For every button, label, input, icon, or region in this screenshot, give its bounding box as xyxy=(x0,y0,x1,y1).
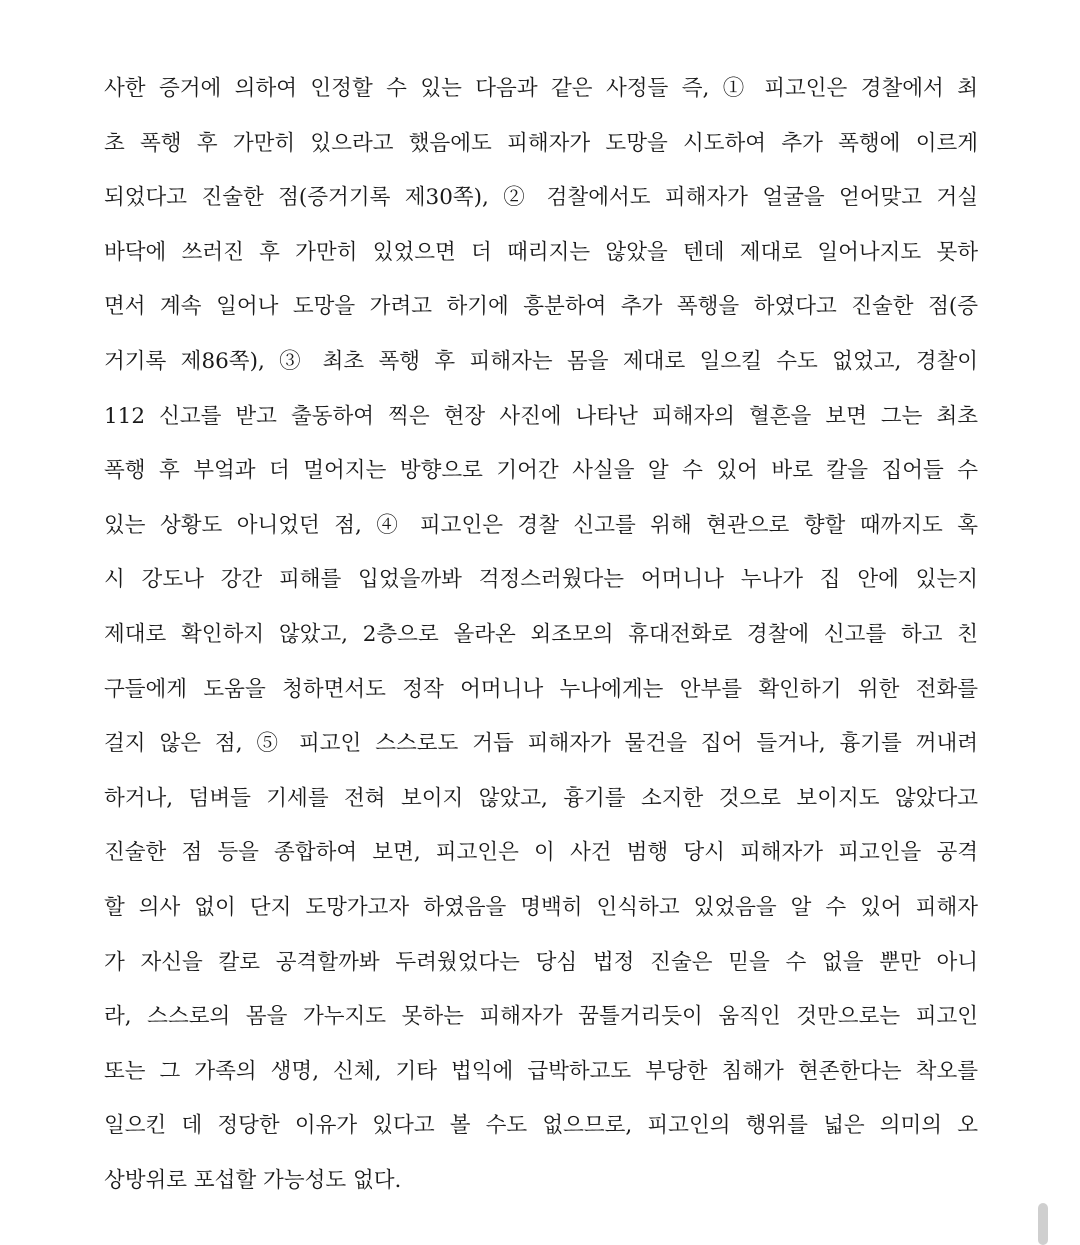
text-line: 또는 그 가족의 생명, 신체, 기타 법익에 급박하고도 부당한 침해가 현존한다는 착오를 xyxy=(104,1058,978,1084)
text-line: 면서 계속 일어나 도망을 가려고 하기에 흥분하여 추가 폭행을 하였다고 진술한 점(증 xyxy=(104,294,978,320)
text-line: 거기록 제86쪽), ③ 최초 폭행 후 피해자는 몸을 제대로 일으킬 수도 없었고, 경찰이 xyxy=(104,348,978,374)
scrollbar-track xyxy=(1040,0,1080,1245)
text-line: 시 강도나 강간 피해를 입었을까봐 걱정스러웠다는 어머니나 누나가 집 안에 있는지 xyxy=(104,567,978,593)
text-line: 폭행 후 부엌과 더 멀어지는 방향으로 기어간 사실을 알 수 있어 바로 칼을 집어들 수 xyxy=(104,458,978,484)
text-line: 걸지 않은 점, ⑤ 피고인 스스로도 거듭 피해자가 물건을 집어 들거나, 흉기를 꺼내려 xyxy=(104,731,978,757)
text-line: 있는 상황도 아니었던 점, ④ 피고인은 경찰 신고를 위해 현관으로 향할 때까지도 혹 xyxy=(104,512,978,538)
text-line: 하거나, 덤벼들 기세를 전혀 보이지 않았고, 흉기를 소지한 것으로 보이지도 않았다고 xyxy=(104,785,978,811)
text-line: 제대로 확인하지 않았고, 2층으로 올라온 외조모의 휴대전화로 경찰에 신고를 하고 친 xyxy=(104,621,978,647)
text-line: 사한 증거에 의하여 인정할 수 있는 다음과 같은 사정들 즉, ① 피고인은 경찰에서 최 xyxy=(104,76,978,101)
text-line: 구들에게 도움을 청하면서도 정작 어머니나 누나에게는 안부를 확인하기 위한 전화를 xyxy=(104,676,978,702)
text-line: 일으킨 데 정당한 이유가 있다고 볼 수도 없으므로, 피고인의 행위를 넓은 의미의 오 xyxy=(104,1113,978,1139)
text-line-last: 상방위로 포섭할 가능성도 없다. xyxy=(104,1167,402,1193)
text-line: 할 의사 없이 단지 도망가고자 하였음을 명백히 인식하고 있었음을 알 수 있어 피해자 xyxy=(104,894,978,920)
text-line: 진술한 점 등을 종합하여 보면, 피고인은 이 사건 범행 당시 피해자가 피고인을 공격 xyxy=(104,840,978,866)
text-line: 바닥에 쓰러진 후 가만히 있었으면 더 때리지는 않았을 텐데 제대로 일어나지도 못하 xyxy=(104,239,978,265)
document-body xyxy=(104,62,978,1208)
scrollbar-thumb[interactable] xyxy=(1038,1203,1048,1245)
text-line: 초 폭행 후 가만히 있으라고 했음에도 피해자가 도망을 시도하여 추가 폭행에 이르게 xyxy=(104,130,978,156)
text-line: 라, 스스로의 몸을 가누지도 못하는 피해자가 꿈틀거리듯이 움직인 것만으로는 피고인 xyxy=(104,1004,978,1030)
text-line: 되었다고 진술한 점(증거기록 제30쪽), ② 검찰에서도 피해자가 얼굴을 얻어맞고 거실 xyxy=(104,185,978,211)
text-line: 112 신고를 받고 출동하여 찍은 현장 사진에 나타난 피해자의 혈흔을 보면 그는 최초 xyxy=(104,403,978,429)
text-line: 가 자신을 칼로 공격할까봐 두려웠었다는 당심 법정 진술은 믿을 수 없을 뿐만 아니 xyxy=(104,949,978,975)
